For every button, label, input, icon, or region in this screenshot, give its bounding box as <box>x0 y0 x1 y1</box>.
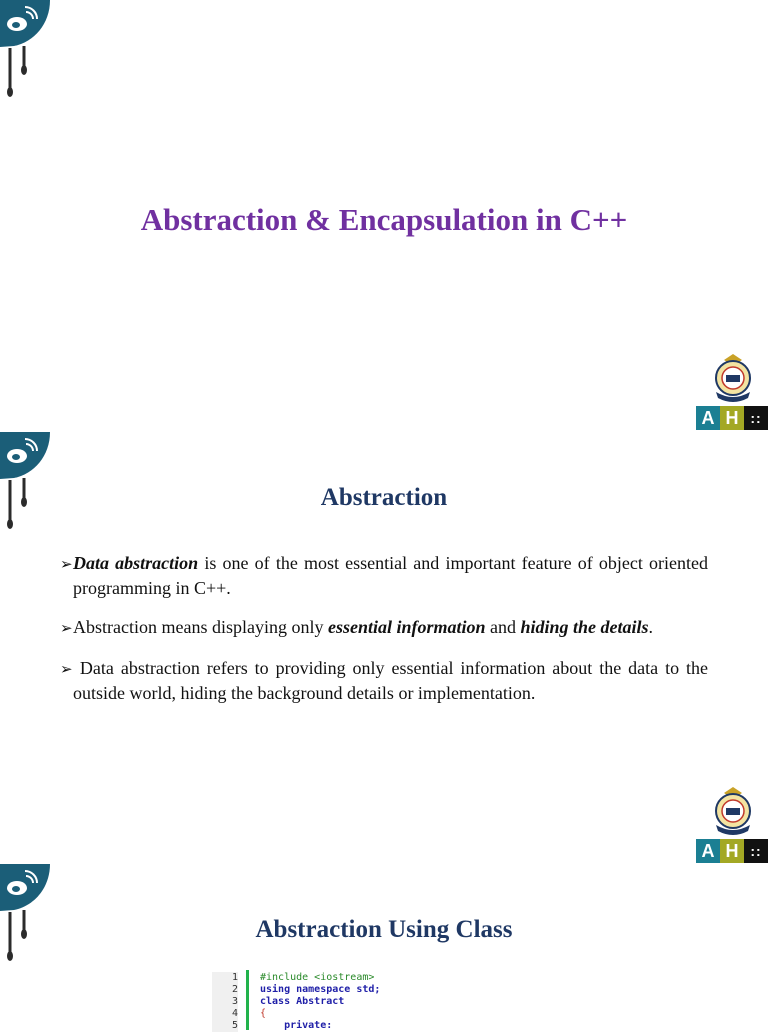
ah-letter-h: H <box>720 839 744 863</box>
corner-emblem <box>0 432 52 532</box>
code-line: class Abstract <box>260 996 345 1007</box>
slide-title <box>0 0 768 432</box>
emphasis-text: essential information <box>327 617 486 637</box>
code-line: { <box>260 1008 267 1019</box>
ah-logo <box>696 406 768 430</box>
slide-heading: Abstraction Using Class <box>255 916 513 943</box>
emphasis-text: hiding the details <box>520 617 649 637</box>
seal-icon <box>712 352 754 402</box>
bullet-item <box>60 657 708 705</box>
slide-heading: Abstraction <box>320 484 448 511</box>
ah-letter-a: A <box>696 406 720 430</box>
line-number: 2 <box>231 984 238 995</box>
bullet-list <box>60 552 708 721</box>
bullet-text: and <box>485 617 521 637</box>
corner-emblem <box>0 864 52 964</box>
bullet-text: Abstraction means displaying only <box>73 617 328 637</box>
line-number: 5 <box>231 1020 238 1031</box>
line-number: 1 <box>231 972 238 983</box>
presentation-title: Abstraction & Encapsulation in C++ <box>140 202 628 237</box>
bullet-text: Data abstraction refers to providing only essential information about the data to the outside world, hiding the background details or implementation. <box>73 658 708 703</box>
slide-abstraction-class <box>0 864 768 1031</box>
institution-logo <box>696 352 768 432</box>
code-line: using namespace std; <box>260 984 381 995</box>
code-lines <box>260 972 380 1032</box>
code-line: private: <box>260 1020 333 1031</box>
code-change-bar <box>246 970 249 1030</box>
bullet-text: . <box>648 617 654 637</box>
seal-icon <box>712 785 754 835</box>
bullet-arrow-icon: ➢ <box>60 557 73 573</box>
bullet-item <box>60 616 708 641</box>
ah-letter-h: H <box>720 406 744 430</box>
line-number: 3 <box>231 996 238 1007</box>
bullet-item <box>60 552 708 600</box>
ah-logo <box>696 839 768 863</box>
corner-emblem <box>0 0 52 100</box>
slide-abstraction <box>0 432 768 864</box>
ah-dots: :: <box>744 406 768 430</box>
code-line: #include <iostream> <box>260 972 375 983</box>
bullet-text: is one of the most essential and important feature of object oriented programming in C++. <box>73 553 708 598</box>
bullet-arrow-icon: ➢ <box>60 621 73 637</box>
bullet-arrow-icon: ➢ <box>60 662 73 678</box>
line-numbers <box>212 972 238 1032</box>
line-number: 4 <box>231 1008 238 1019</box>
institution-logo <box>696 785 768 865</box>
ah-letter-a: A <box>696 839 720 863</box>
code-listing <box>212 970 382 1030</box>
emphasis-text: Data abstraction <box>73 553 199 573</box>
ah-dots: :: <box>744 839 768 863</box>
